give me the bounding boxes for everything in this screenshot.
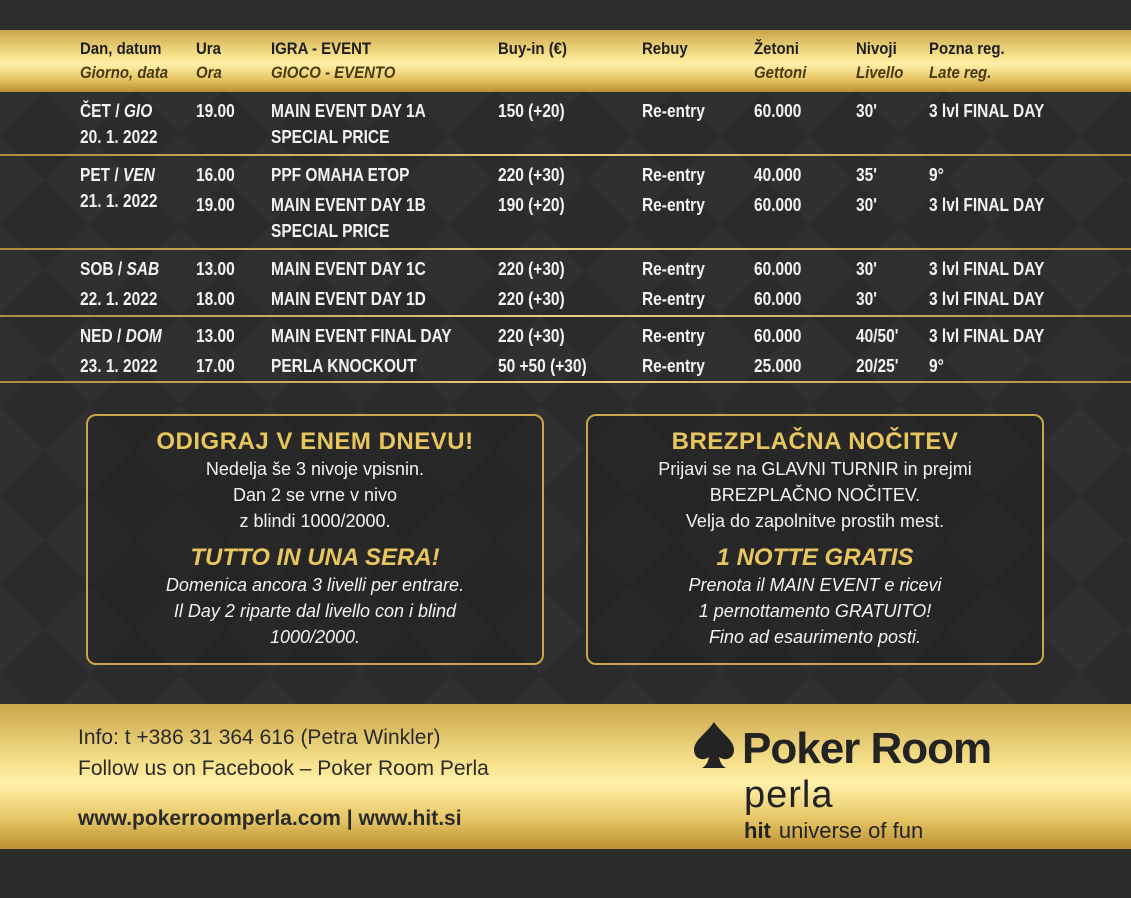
- event-rebuy: Re-entry: [642, 259, 705, 279]
- spade-icon: [692, 720, 736, 770]
- event-levels: 30': [856, 195, 877, 215]
- header-chips-it: Gettoni: [754, 63, 807, 82]
- header-game-it: GIOCO - EVENTO: [271, 63, 396, 82]
- promo-line-it: 1000/2000.: [269, 627, 361, 647]
- promo-title-it: TUTTO IN UNA SERA!: [190, 544, 440, 571]
- event-time: 17.00: [196, 356, 235, 376]
- day-label: PET / VEN: [80, 165, 155, 185]
- header-latereg-sl: Pozna reg.: [929, 39, 1005, 58]
- promo-free-night: [586, 414, 1044, 665]
- event-latereg: 9°: [929, 165, 944, 185]
- event-rebuy: Re-entry: [642, 326, 705, 346]
- event-subtitle: SPECIAL PRICE: [271, 221, 390, 241]
- event-time: 13.00: [196, 326, 235, 346]
- event-buyin: 190 (+20): [498, 195, 565, 215]
- header-game: [271, 38, 412, 86]
- event-chips: 40.000: [754, 165, 802, 185]
- day-label: NED / DOM: [80, 326, 162, 346]
- event-latereg: 3 lvl FINAL DAY: [929, 289, 1045, 309]
- info-phone: Info: t +386 31 364 616 (Petra Winkler): [78, 726, 441, 749]
- event-buyin: 150 (+20): [498, 101, 565, 121]
- promo-line-it: Fino ad esaurimento posti.: [708, 627, 922, 647]
- row-divider: [0, 381, 1131, 383]
- event-name: MAIN EVENT DAY 1B: [271, 195, 426, 215]
- event-rebuy: Re-entry: [642, 101, 705, 121]
- footer: [0, 704, 1131, 849]
- day-date: 22. 1. 2022: [80, 289, 158, 309]
- promo-line-it: Prenota il MAIN EVENT e ricevi: [688, 575, 942, 595]
- row-divider: [0, 315, 1131, 317]
- event-subtitle: SPECIAL PRICE: [271, 127, 390, 147]
- event-levels: 30': [856, 101, 877, 121]
- header-levels-it: Livello: [856, 63, 904, 82]
- header-latereg: [929, 38, 1015, 86]
- event-buyin: 220 (+30): [498, 289, 565, 309]
- header-date-sl: Dan, datum: [80, 39, 162, 58]
- promo-line-sl: BREZPLAČNO NOČITEV.: [709, 485, 921, 505]
- logo-tagline: hit universe of fun: [744, 818, 924, 843]
- event-latereg: 3 lvl FINAL DAY: [929, 195, 1045, 215]
- event-buyin: 220 (+30): [498, 326, 565, 346]
- event-levels: 30': [856, 259, 877, 279]
- promo-title-it: 1 NOTTE GRATIS: [716, 544, 914, 571]
- day-label: ČET / GIO: [80, 101, 153, 121]
- event-rebuy: Re-entry: [642, 165, 705, 185]
- header-levels-sl: Nivoji: [856, 39, 897, 58]
- event-latereg: 3 lvl FINAL DAY: [929, 101, 1045, 121]
- row-divider: [0, 154, 1131, 156]
- event-chips: 25.000: [754, 356, 802, 376]
- event-name: MAIN EVENT FINAL DAY: [271, 326, 452, 346]
- promo-line-sl: z blindi 1000/2000.: [239, 511, 391, 531]
- event-time: 16.00: [196, 165, 235, 185]
- event-time: 18.00: [196, 289, 235, 309]
- promo-line-sl: Dan 2 se vrne v nivo: [232, 485, 398, 505]
- event-levels: 40/50': [856, 326, 899, 346]
- event-levels: 35': [856, 165, 877, 185]
- event-chips: 60.000: [754, 326, 802, 346]
- header-buyin-label: Buy-in (€): [498, 39, 567, 58]
- header-date: [80, 38, 180, 86]
- promo-play-in-one-day: [86, 414, 544, 665]
- event-latereg: 3 lvl FINAL DAY: [929, 326, 1045, 346]
- header-rebuy: [642, 38, 694, 60]
- header-levels: [856, 38, 910, 86]
- promo-title-sl: BREZPLAČNA NOČITEV: [671, 428, 959, 455]
- event-rebuy: Re-entry: [642, 195, 705, 215]
- promo-line-it: Domenica ancora 3 livelli per entrare.: [165, 575, 465, 595]
- header-time-sl: Ura: [196, 39, 221, 58]
- day-date: 21. 1. 2022: [80, 191, 158, 211]
- promo-line-sl: Prijavi se na GLAVNI TURNIR in prejmi: [658, 459, 972, 479]
- logo-brand: Poker Room: [742, 724, 992, 773]
- event-name: PERLA KNOCKOUT: [271, 356, 417, 376]
- event-buyin: 50 +50 (+30): [498, 356, 587, 376]
- row-divider: [0, 248, 1131, 250]
- event-latereg: 9°: [929, 356, 944, 376]
- website-links[interactable]: www.pokerroomperla.com | www.hit.si: [78, 807, 462, 830]
- day-date: 23. 1. 2022: [80, 356, 158, 376]
- event-chips: 60.000: [754, 101, 802, 121]
- promo-title-sl: ODIGRAJ V ENEM DNEVU!: [156, 428, 474, 455]
- event-name: MAIN EVENT DAY 1D: [271, 289, 426, 309]
- header-time: [196, 38, 225, 86]
- promo-line-sl: Velja do zapolnitve prostih mest.: [685, 511, 945, 531]
- promo-line-sl: Nedelja še 3 nivoje vpisnin.: [205, 459, 425, 479]
- event-name: PPF OMAHA ETOP: [271, 165, 410, 185]
- bottom-strip: [0, 849, 1131, 898]
- header-time-it: Ora: [196, 63, 222, 82]
- event-rebuy: Re-entry: [642, 289, 705, 309]
- event-latereg: 3 lvl FINAL DAY: [929, 259, 1045, 279]
- event-time: 19.00: [196, 195, 235, 215]
- event-chips: 60.000: [754, 195, 802, 215]
- poker-room-perla-logo: [692, 716, 1052, 841]
- header-chips-sl: Žetoni: [754, 39, 799, 58]
- day-label: SOB / SAB: [80, 259, 160, 279]
- logo-perla: perla: [744, 774, 834, 816]
- header-rebuy-label: Rebuy: [642, 39, 688, 58]
- schedule-header: [0, 30, 1131, 92]
- day-date: 20. 1. 2022: [80, 127, 158, 147]
- event-time: 19.00: [196, 101, 235, 121]
- event-buyin: 220 (+30): [498, 259, 565, 279]
- header-game-sl: IGRA - EVENT: [271, 39, 372, 58]
- top-strip: [0, 0, 1131, 30]
- header-latereg-it: Late reg.: [929, 63, 992, 82]
- promo-line-it: 1 pernottamento GRATUITO!: [698, 601, 932, 621]
- event-time: 13.00: [196, 259, 235, 279]
- header-buyin: [498, 38, 576, 60]
- header-chips: [754, 38, 814, 86]
- event-chips: 60.000: [754, 289, 802, 309]
- event-rebuy: Re-entry: [642, 356, 705, 376]
- event-chips: 60.000: [754, 259, 802, 279]
- event-buyin: 220 (+30): [498, 165, 565, 185]
- promo-line-it: Il Day 2 riparte dal livello con i blind: [173, 601, 457, 621]
- event-levels: 20/25': [856, 356, 899, 376]
- event-name: MAIN EVENT DAY 1C: [271, 259, 426, 279]
- info-facebook[interactable]: Follow us on Facebook – Poker Room Perla: [78, 757, 489, 780]
- header-date-it: Giorno, data: [80, 63, 169, 82]
- event-name: MAIN EVENT DAY 1A: [271, 101, 426, 121]
- event-levels: 30': [856, 289, 877, 309]
